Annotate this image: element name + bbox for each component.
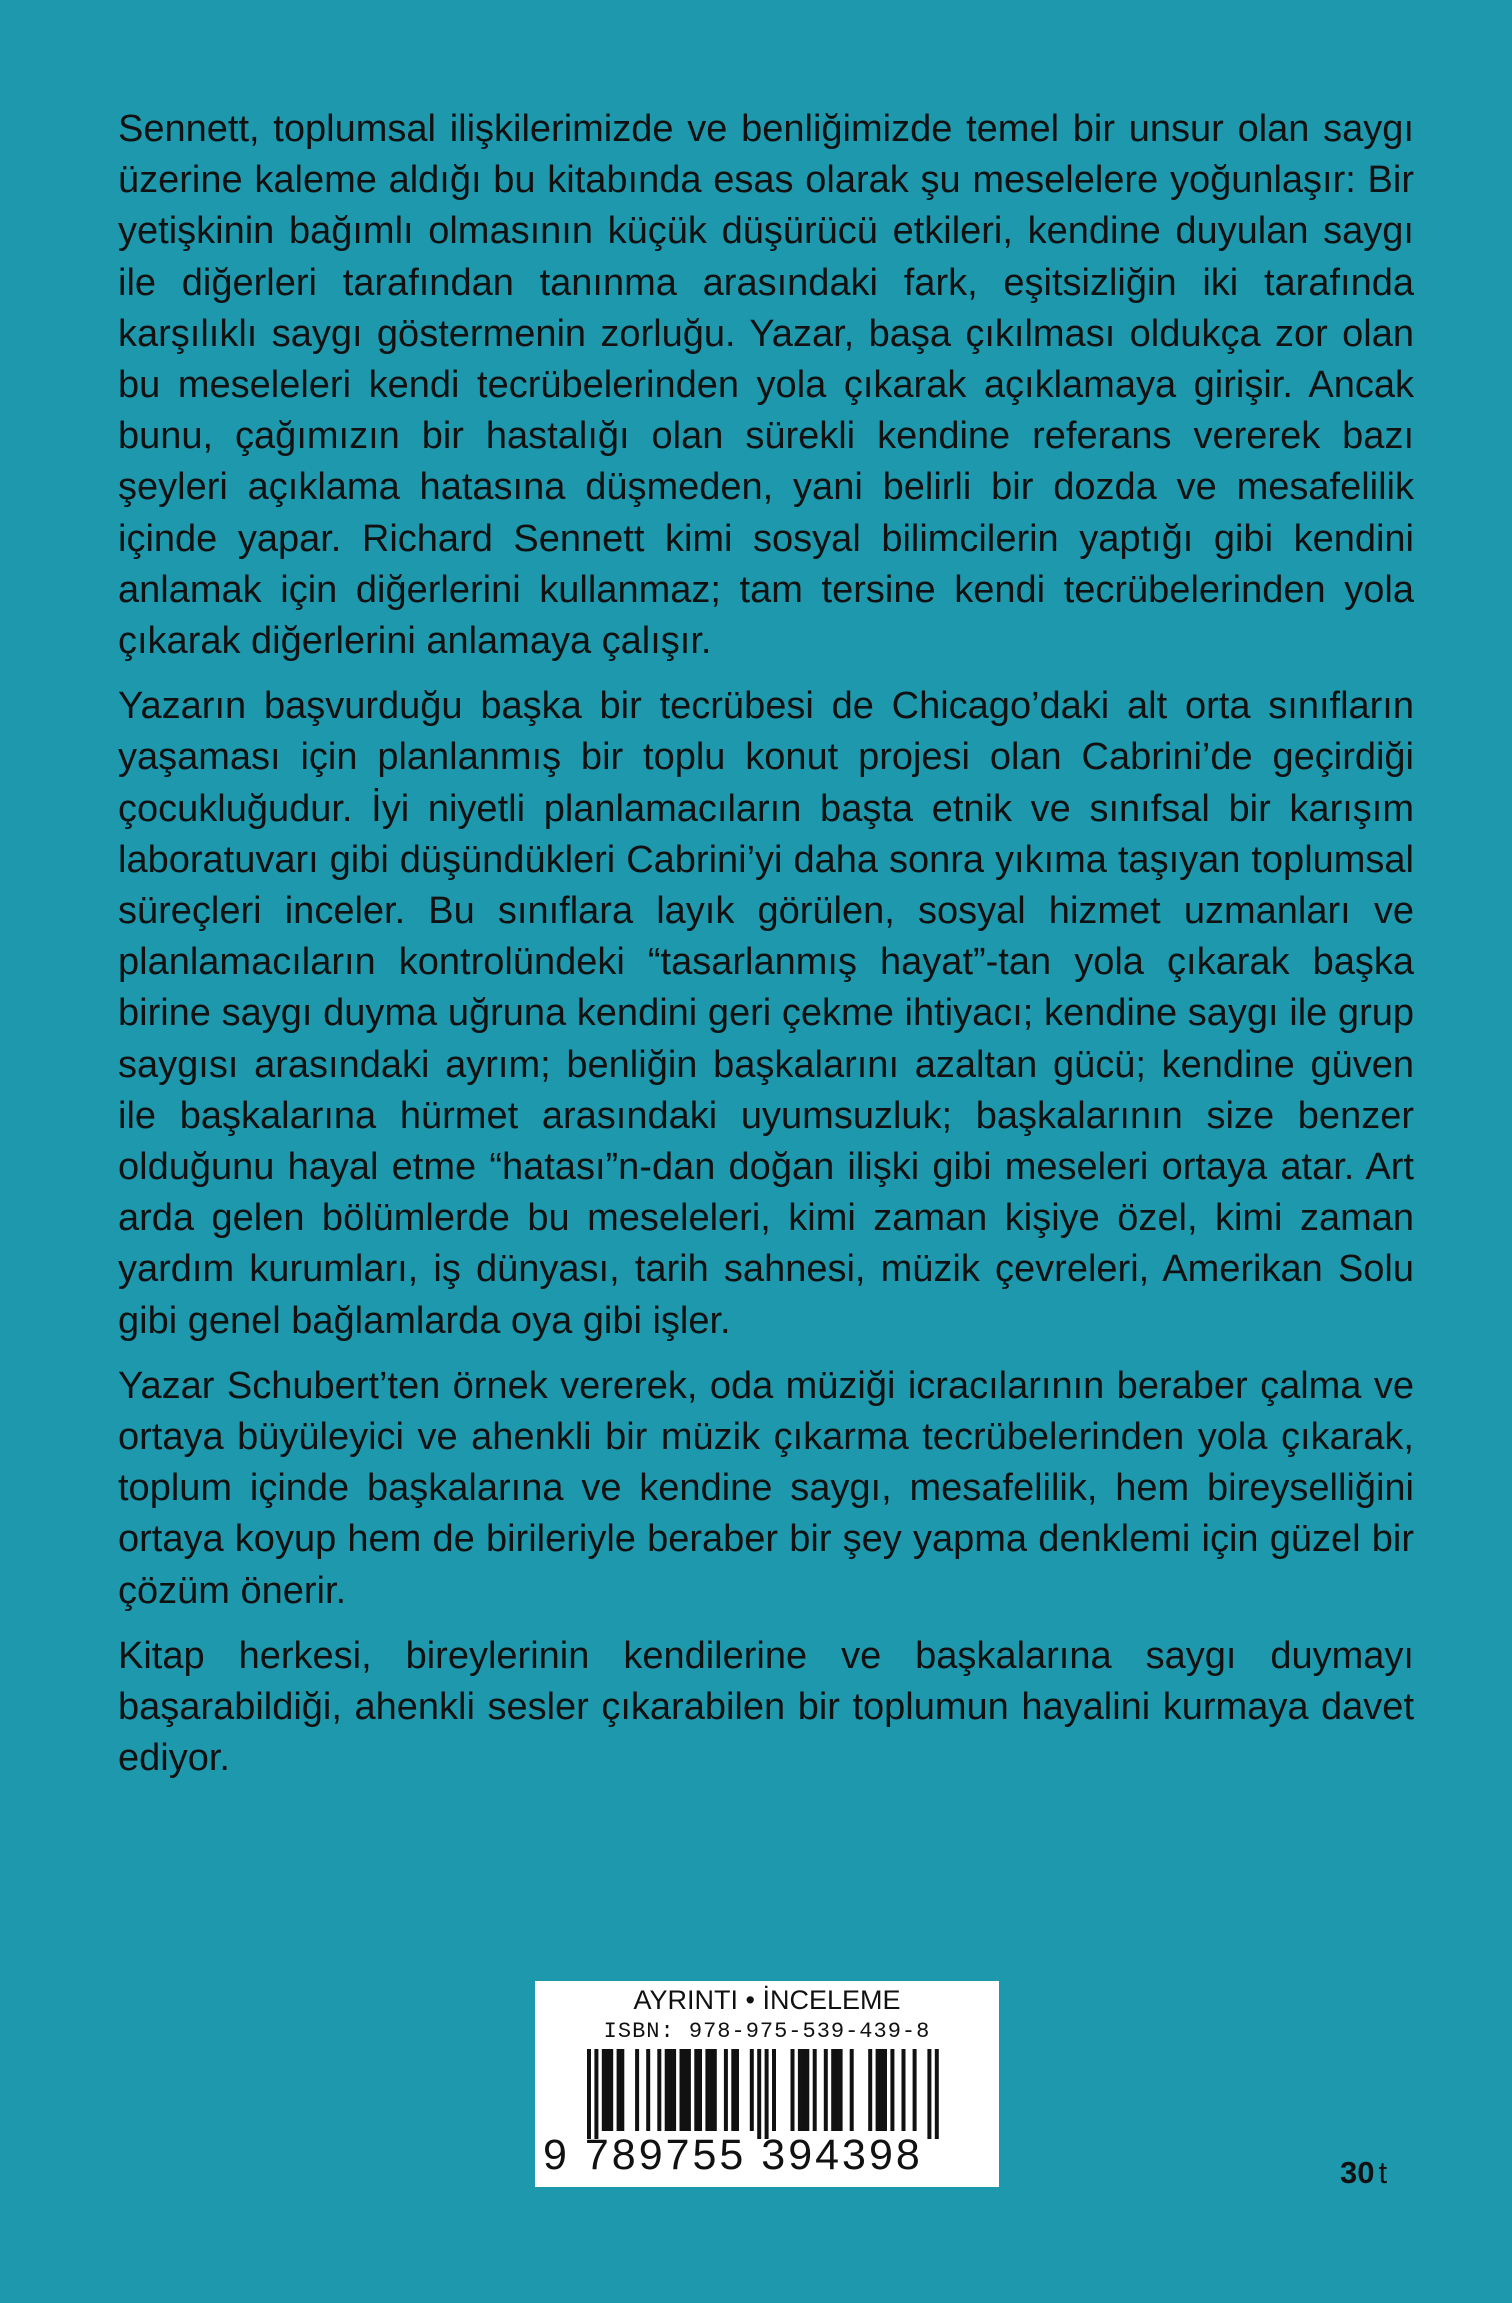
barcode-bar <box>698 2049 702 2131</box>
ean-digits: 9 789755 394398 <box>543 2131 923 2179</box>
barcode-bar <box>850 2049 854 2131</box>
price-unit: t <box>1378 2155 1388 2190</box>
barcode-bar <box>735 2049 739 2131</box>
isbn-number: ISBN: 978-975-539-439-8 <box>603 2019 931 2044</box>
price-amount: 30 <box>1340 2155 1375 2190</box>
barcode-bar <box>680 2049 684 2131</box>
barcode-bar <box>802 2049 806 2131</box>
barcode-bar <box>609 2049 613 2131</box>
barcode-bar <box>750 2049 754 2131</box>
barcode-bar <box>724 2049 728 2131</box>
paragraph-2: Yazarın başvurduğu başka bir tecrübesi de Chicago’daki alt orta sınıfların yaşaması için planlanmış bir toplu konut projesi olan Cabrini’de geçirdiği çocukluğudur. İyi niyetli planlamacıların başta etnik ve sınıfsal bir karışım laboratuvarı gibi düşündükleri Cabrini’yi daha sonra yıkıma taşıyan toplumsal süreçleri inceler. Bu sınıflara layık görülen, sosyal hizmet uzmanları ve planlamacıların kontrolündeki “tasarlanmış hayat”-tan yola çıkarak başka birine saygı duyma uğruna kendini geri çekme ihtiyacı; kendine saygı ile grup saygısı arasındaki ayrım; benliğin başkalarını azaltan gücü; kendine güven ile başkalarına hürmet arasındaki uyumsuzluk; başkalarının size benzer olduğunu hayal etme “hatası”n-dan doğan ilişki gibi meseleri ortaya atar. Art arda gelen bölümlerde bu meseleleri, kimi zaman kişiye özel, kimi zaman yardım kurumları, iş dünyası, tarih sahnesi, müzik çevreleri, Amerikan Solu gibi genel bağlamlarda oya gibi işler. <box>118 685 1414 1342</box>
isbn-barcode-label <box>535 1981 999 2187</box>
barcode-bar <box>935 2049 939 2139</box>
barcode-bar <box>672 2049 676 2131</box>
barcode-bar <box>868 2049 872 2131</box>
barcode-bar <box>805 2049 809 2131</box>
barcode-icon <box>587 2049 967 2139</box>
barcode-bar <box>620 2049 624 2131</box>
barcode-bar <box>687 2049 691 2131</box>
barcode-bar <box>657 2049 661 2131</box>
barcode-bar <box>883 2049 887 2131</box>
barcode-bar <box>913 2049 917 2131</box>
paragraph-1: Sennett, toplumsal ilişkilerimizde ve benliğimizde temel bir unsur olan saygı üzerine kaleme aldığı bu kitabında esas olarak şu meselelere yoğunlaşır: Bir yetişkinin bağımlı olmasının küçük düşürücü etkileri, kendine duyulan saygı ile diğerleri tarafından tanınma arasındaki fark, eşitsizliğin iki tarafında karşılıklı saygı göstermenin zorluğu. Yazar, başa çıkılması oldukça zor olan bu meseleleri kendi tecrübelerinden yola çıkarak açıklamaya girişir. Ancak bunu, çağımızın bir hastalığı olan sürekli kendine referans vererek bazı şeyleri açıklama hatasına düşmeden, yani belirli bir dozda ve mesafelilik içinde yapar. Richard Sennett kimi sosyal bilimcilerin yaptığı gibi kendini anlamak için diğerlerini kullanmaz; tam tersine kendi tecrübelerinden yola çıkarak diğerlerini anlamaya çalışır. <box>118 108 1414 663</box>
barcode-bar <box>668 2049 672 2131</box>
barcode-bar <box>694 2049 698 2131</box>
barcode-bar <box>890 2049 894 2131</box>
barcode-bar <box>879 2049 883 2131</box>
barcode-bar <box>772 2049 776 2131</box>
barcode-bar <box>791 2049 795 2131</box>
barcode-bar <box>765 2049 769 2139</box>
barcode-bar <box>602 2049 606 2131</box>
barcode-bar <box>927 2049 931 2139</box>
barcode-bar <box>617 2049 621 2131</box>
barcode-bar <box>813 2049 817 2131</box>
barcode-bar <box>635 2049 639 2131</box>
barcode-bar <box>835 2049 839 2131</box>
barcode-bar <box>709 2049 713 2131</box>
paragraph-4: Kitap herkesi, bireylerinin kendilerine ve başkalarına saygı duymayı başarabildiği, ahenkli sesler çıkarabilen bir toplumun hayalini kurmaya davet ediyor. <box>118 1634 1414 1780</box>
barcode-bar <box>839 2049 843 2131</box>
barcode-bar <box>831 2049 835 2131</box>
barcode-bar <box>646 2049 650 2131</box>
barcode-bar <box>665 2049 669 2131</box>
paragraph-3: Yazar Schubert’ten örnek vererek, oda müziği icracılarının beraber çalma ve ortaya büyüleyici ve ahenkli bir müzik çıkarma tecrübelerinden yola çıkarak, toplum içinde başkalarına ve kendine saygı, mesafelilik, hem bireyselliğini ortaya koyup hem de birileriyle beraber bir şey yapma denklemi için güzel bir çözüm önerir. <box>118 1364 1414 1612</box>
barcode-bar <box>683 2049 687 2131</box>
barcode-bar <box>594 2049 598 2139</box>
barcode-bar <box>713 2049 717 2131</box>
publisher-series: AYRINTI • İNCELEME <box>633 1985 901 2015</box>
barcode-bar <box>824 2049 828 2131</box>
barcode-bar <box>902 2049 906 2131</box>
barcode-bar <box>606 2049 610 2131</box>
barcode-bar <box>876 2049 880 2131</box>
barcode-bar <box>798 2049 802 2131</box>
barcode-bar <box>587 2049 591 2139</box>
barcode-bar <box>757 2049 761 2139</box>
price <box>1340 2155 1387 2191</box>
barcode-bar <box>731 2049 735 2131</box>
barcode-bar <box>705 2049 709 2131</box>
back-cover-text <box>118 104 1414 1799</box>
